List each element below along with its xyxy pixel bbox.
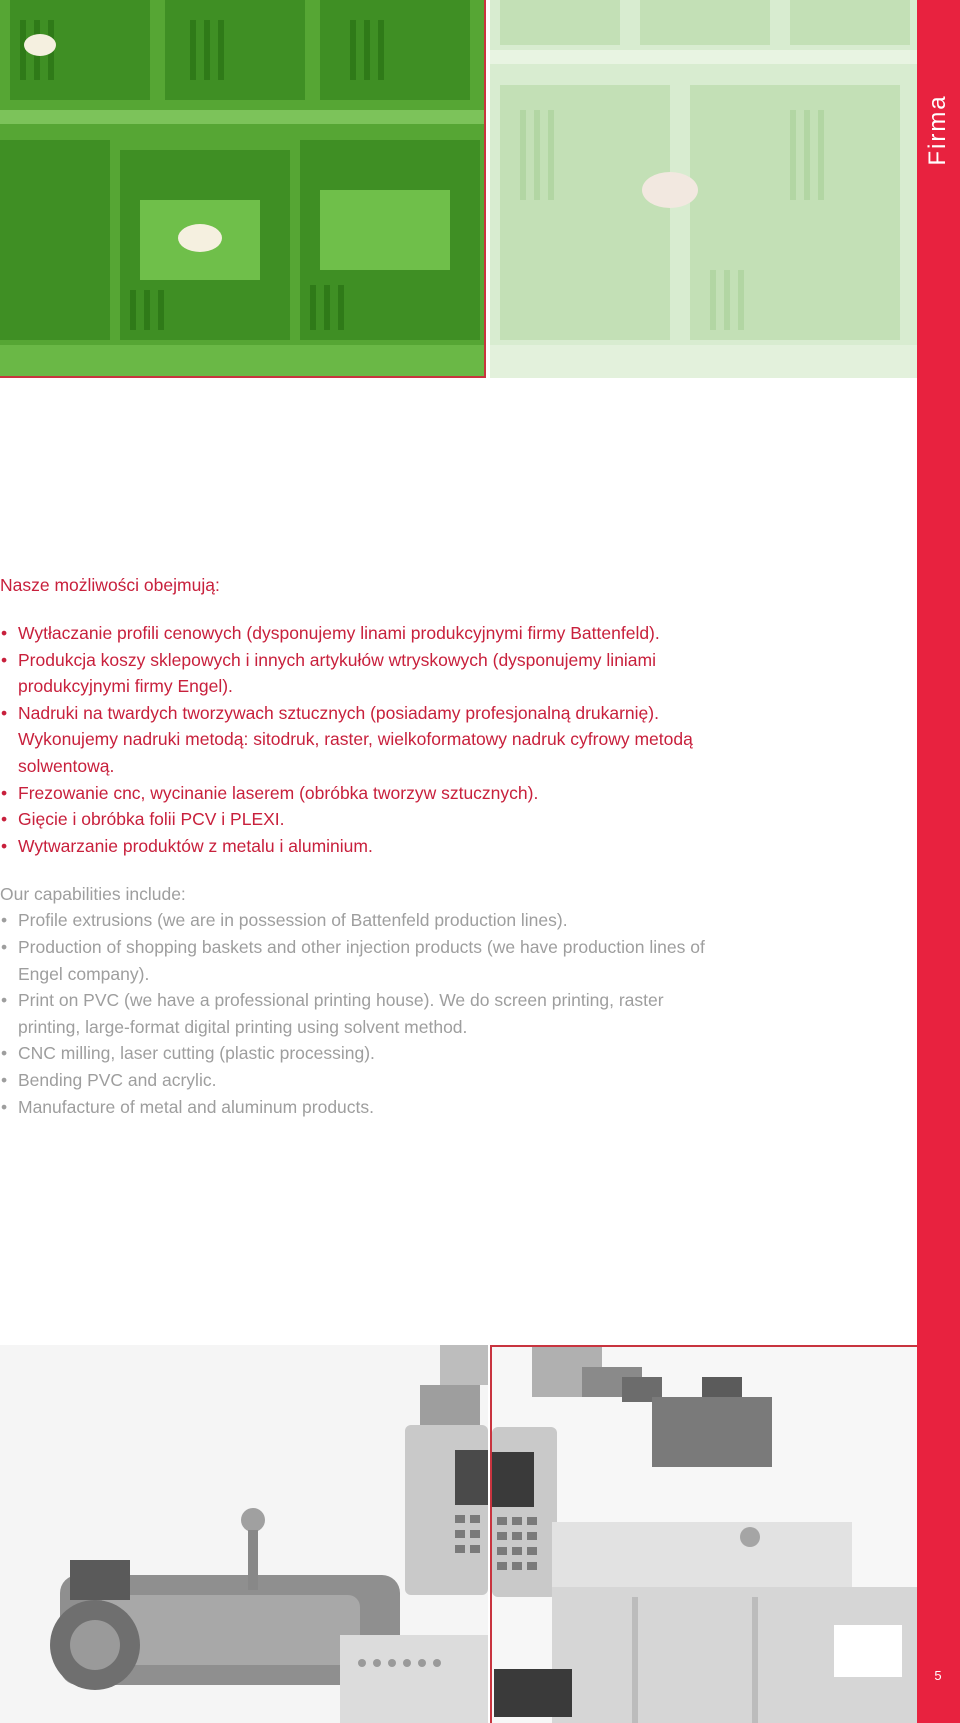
- list-item: • Profile extrusions (we are in possession of Battenfeld production lines).: [0, 907, 715, 934]
- list-item: • Print on PVC (we have a professional printing house). We do screen printing, raster printing, large-format digital printing using solvent method.: [0, 987, 715, 1040]
- polish-heading: Nasze możliwości obejmują:: [0, 575, 220, 595]
- list-item: • CNC milling, laser cutting (plastic processing).: [0, 1040, 715, 1067]
- list-item: • Gięcie i obróbka folii PCV i PLEXI.: [0, 806, 715, 833]
- list-item: • Production of shopping baskets and other injection products (we have production lines of Engel company).: [0, 934, 715, 987]
- baskets-photo-faded: [490, 0, 917, 378]
- extrusion-machine-photo-left: [0, 1345, 488, 1723]
- list-item: • Produkcja koszy sklepowych i innych artykułów wtryskowych (dysponujemy liniami produkcyjnymi firmy Engel).: [0, 647, 715, 700]
- baskets-photo-vivid: [0, 0, 486, 378]
- list-item: • Manufacture of metal and aluminum products.: [0, 1094, 715, 1121]
- list-item: • Frezowanie cnc, wycinanie laserem (obróbka tworzyw sztucznych).: [0, 780, 715, 807]
- red-sidebar: [917, 0, 960, 1723]
- list-item: • Wytwarzanie produktów z metalu i aluminium.: [0, 833, 715, 860]
- section-label-text: Firma: [924, 94, 951, 166]
- page-number: 5: [934, 1668, 942, 1683]
- list-item: • Nadruki na twardych tworzywach sztucznych (posiadamy profesjonalną drukarnię). Wykonujemy nadruki metodą: sitodruk, raster, wielkoformatowy nadruk cyfrowy metodą solwentową.: [0, 700, 715, 780]
- list-item: • Bending PVC and acrylic.: [0, 1067, 715, 1094]
- list-item: • Wytłaczanie profili cenowych (dysponujemy linami produkcyjnymi firmy Battenfeld).: [0, 620, 715, 647]
- capabilities-content: [0, 572, 715, 1120]
- english-heading: Our capabilities include:: [0, 884, 186, 905]
- polish-list: [0, 620, 715, 859]
- section-label: [918, 85, 958, 175]
- extrusion-machine-photo-right: [490, 1345, 917, 1723]
- english-list: [0, 907, 715, 1120]
